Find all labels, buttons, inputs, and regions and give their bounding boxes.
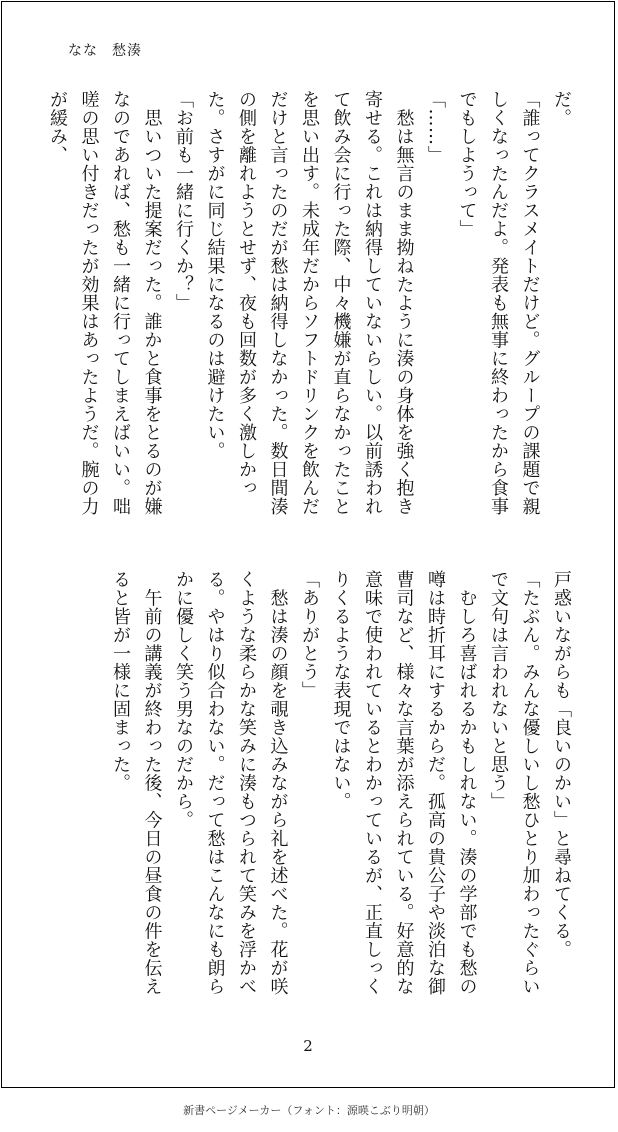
running-header xyxy=(68,40,142,60)
footer-credit: 新書ページメーカー（フォント：源暎こぶり明朝） xyxy=(183,1104,435,1117)
header-title: なな xyxy=(68,43,98,59)
header-author: 愁湊 xyxy=(112,43,142,59)
book-page xyxy=(1,1,615,1088)
lower-text-block: 戸惑いながらも「良いのかい」と尋ねてくる。 「たぶん。みんな優しいし愁ひとり加わったぐらいで文句は言われないと思う」 むしろ喜ばれるかもしれない。湊の学部でも愁の噂は時折耳にするからだ。孤高の貴公子や淡泊な御曹司など、様々な言葉が添えられている。好意的な意味で使われているとわかっているが、正直しっくりくるような表現ではない。 「ありがとう」 愁は湊の顔を覗き込みながら礼を述べた。花が咲くような柔らかな笑みに湊もつられて笑みを浮かべる。やはり似合わない。だって愁はこんなにも朗らかに優しく笑う男なのだから。 午前の講義が終わった後、今日の昼食の件を伝えると皆が一様に固まった。 xyxy=(110,570,572,996)
page-number: 2 xyxy=(303,1037,313,1055)
upper-text-block: だ。 「誰ってクラスメイトだけど。グループの課題で親しくなったんだよ。発表も無事に終わったから食事でもしようって」 「……」 愁は無言のまま拗ねたように湊の身体を強く抱き寄せる。これは納得していないらしい。以前誘われて飲み会に行った際、中々機嫌が直らなかったことを思い出す。未成年だからソフトドリンクを飲んだだけと言ったのだが愁は納得しなかった。数日間湊の側を離れようとせず、夜も回数が多く激しかった。さすがに同じ結果になるのは避けたい。 「お前も一緒に行くか？」 思いついた提案だった。誰かと食事をとるのが嫌なのであれば、愁も一緒に行ってしまえばいい。咄嗟の思い付きだったが効果はあったようだ。腕の力が緩み、 xyxy=(47,90,572,516)
